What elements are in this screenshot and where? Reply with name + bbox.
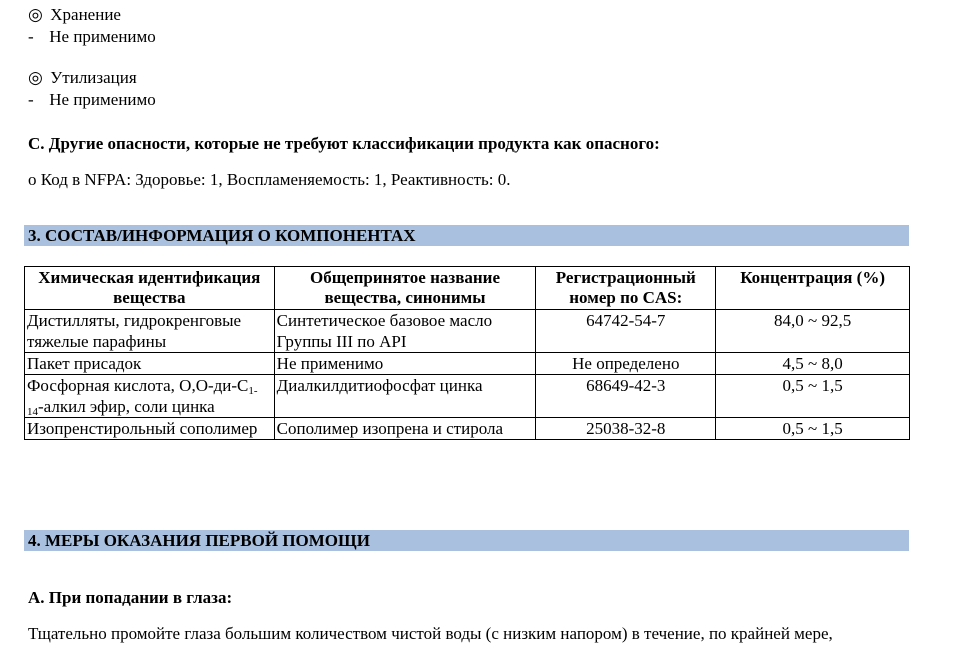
eye-contact-heading: A. При попадании в глаза: [28,588,233,607]
storage-value-line [28,26,156,48]
section-4-header: 4. МЕРЫ ОКАЗАНИЯ ПЕРВОЙ ПОМОЩИ [24,530,909,551]
disposal-title: Утилизация [50,68,137,87]
eye-contact-text: Тщательно промойте глаза большим количеством чистой воды (с низким напором) в течение, по крайней мере, [28,624,833,643]
cell-synonym: Не применимо [274,353,536,375]
nfpa-code-text: о Код в NFPA: Здоровье: 1, Воспламеняемость: 1, Реактивность: 0. [28,170,511,189]
table-row [25,418,910,440]
chemical-name-part: Фосфорная кислота, О,О-ди-C [27,376,249,395]
column-header-common-name: Общепринятое название вещества, синонимы [274,267,536,310]
table-row [25,353,910,375]
other-hazards-heading: C. Другие опасности, которые не требуют классификации продукта как опасного: [28,134,660,153]
storage-heading [28,4,121,26]
cell-concentration: 0,5 ~ 1,5 [716,375,910,418]
components-table [24,266,910,440]
cell-concentration: 84,0 ~ 92,5 [716,310,910,353]
column-header-chemical-id: Химическая идентификация вещества [25,267,275,310]
chemical-name-subscript: 1-14 [27,385,258,418]
disposal-heading [28,67,137,89]
cell-concentration: 4,5 ~ 8,0 [716,353,910,375]
cell-chemical-name: Пакет присадок [25,353,275,375]
cell-chemical-name: Дистилляты, гидрокренговые тяжелые парафины [25,310,275,353]
cell-concentration: 0,5 ~ 1,5 [716,418,910,440]
cell-cas: 25038-32-8 [536,418,716,440]
cell-chemical-name: Изопренстирольный сополимер [25,418,275,440]
table-row [25,375,910,418]
storage-value: Не применимо [49,27,156,46]
chemical-name-part: -алкил эфир, соли цинка [38,397,215,416]
table-header-row [25,267,910,310]
cell-cas: 68649-42-3 [536,375,716,418]
column-header-cas: Регистрационный номер по CAS: [536,267,716,310]
cell-synonym: Сополимер изопрена и стирола [274,418,536,440]
disposal-value: Не применимо [49,90,156,109]
cell-cas: 64742-54-7 [536,310,716,353]
table-row [25,310,910,353]
column-header-concentration: Концентрация (%) [716,267,910,310]
section-3-header: 3. СОСТАВ/ИНФОРМАЦИЯ О КОМПОНЕНТАХ [24,225,909,246]
dash-marker: - [28,90,34,109]
double-circle-icon: ◎ [28,68,43,87]
storage-title: Хранение [50,5,121,24]
double-circle-icon: ◎ [28,5,43,24]
cell-chemical-name [25,375,275,418]
cell-synonym: Синтетическое базовое масло Группы III по API [274,310,536,353]
disposal-value-line [28,89,156,111]
cell-synonym: Диалкилдитиофосфат цинка [274,375,536,418]
cell-cas: Не определено [536,353,716,375]
dash-marker: - [28,27,34,46]
